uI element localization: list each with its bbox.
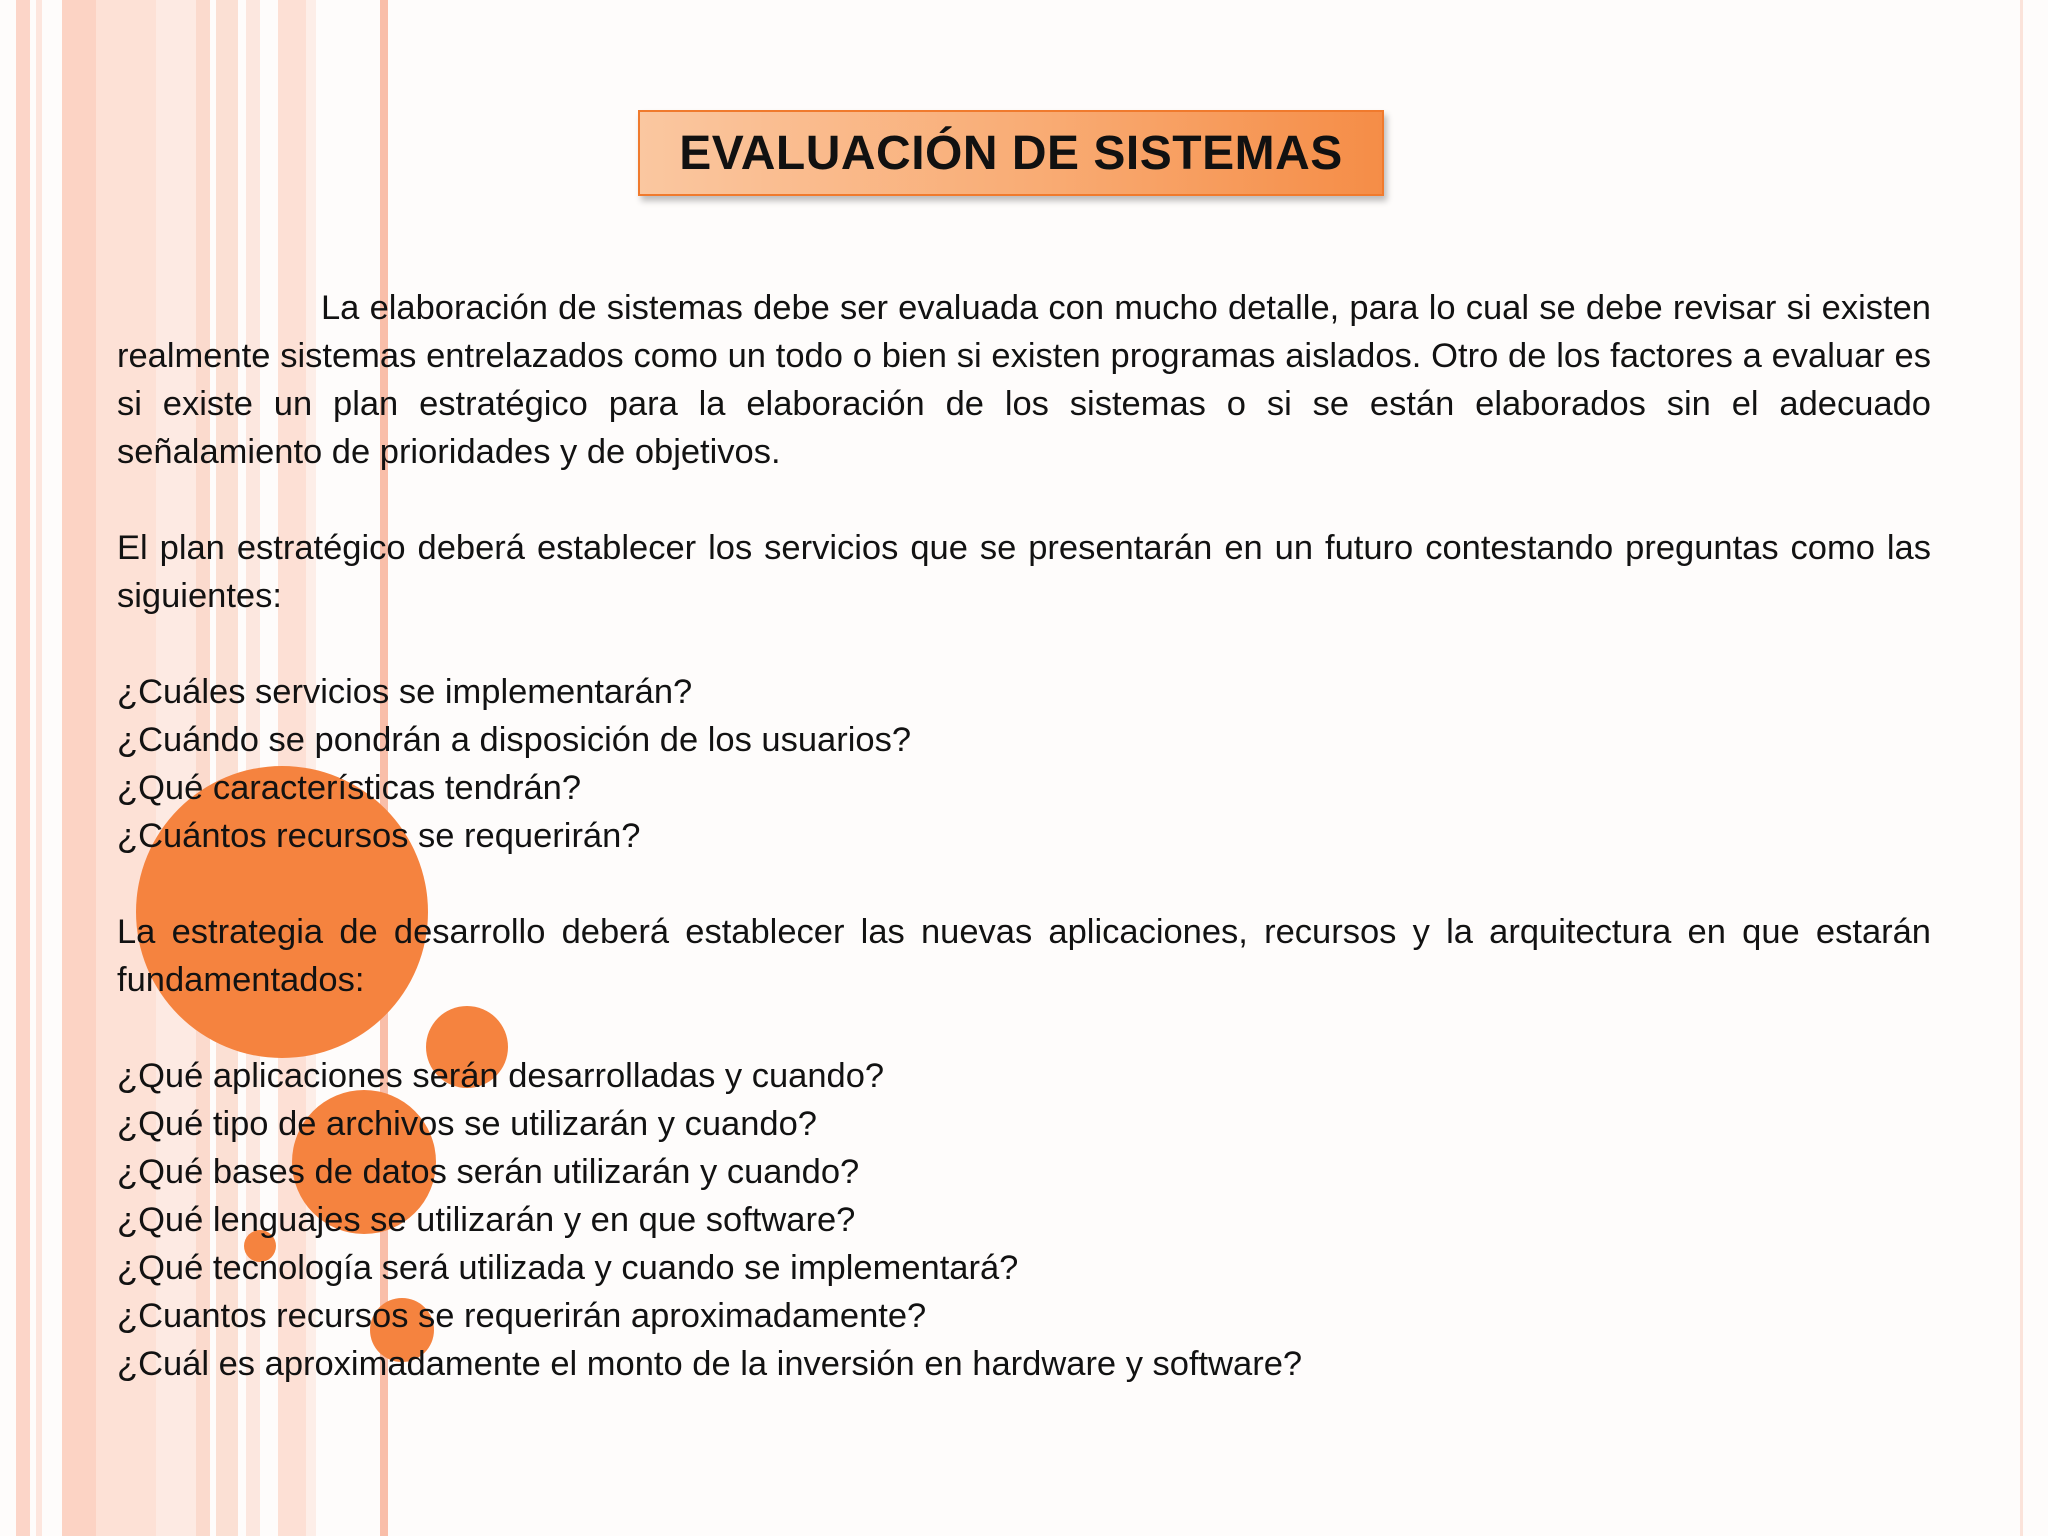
list-item: ¿Cuántos recursos se requerirán?	[117, 817, 641, 855]
list-item: ¿Qué tecnología será utilizada y cuando se implementará?	[117, 1249, 1019, 1287]
question-list-services	[117, 668, 1931, 860]
list-item: ¿Cuáles servicios se implementarán?	[117, 673, 693, 711]
slide-title: EVALUACIÓN DE SISTEMAS	[679, 126, 1343, 180]
list-item: ¿Cuál es aproximadamente el monto de la inversión en hardware y software?	[117, 1345, 1303, 1383]
list-item: ¿Qué tipo de archivos se utilizarán y cuando?	[117, 1105, 817, 1143]
paragraph-plan: El plan estratégico deberá establecer los servicios que se presentarán en un futuro contestando preguntas como las siguientes:	[117, 529, 1931, 615]
title-banner	[638, 110, 1384, 196]
list-item: ¿Qué características tendrán?	[117, 769, 582, 807]
question-list-development	[117, 1052, 1931, 1388]
list-item: ¿Cuándo se pondrán a disposición de los usuarios?	[117, 721, 912, 759]
paragraph-intro: La elaboración de sistemas debe ser evaluada con mucho detalle, para lo cual se debe revisar si existen realmente sistemas entrelazados como un todo o bien si existen programas aislados. Otro de los factores a evaluar es si existe un plan estratégico para la elaboración de los sistemas o si se están elaborados sin el adecuado señalamiento de prioridades y de objetivos.	[117, 289, 1931, 471]
list-item: ¿Cuantos recursos se requerirán aproximadamente?	[117, 1297, 927, 1335]
paragraph-strategy: La estrategia de desarrollo deberá establecer las nuevas aplicaciones, recursos y la arquitectura en que estarán fundamentados:	[117, 913, 1931, 999]
list-item: ¿Qué aplicaciones serán desarrolladas y cuando?	[117, 1057, 885, 1095]
slide-content	[117, 284, 1931, 1388]
list-item: ¿Qué bases de datos serán utilizarán y cuando?	[117, 1153, 860, 1191]
list-item: ¿Qué lenguajes se utilizarán y en que software?	[117, 1201, 856, 1239]
